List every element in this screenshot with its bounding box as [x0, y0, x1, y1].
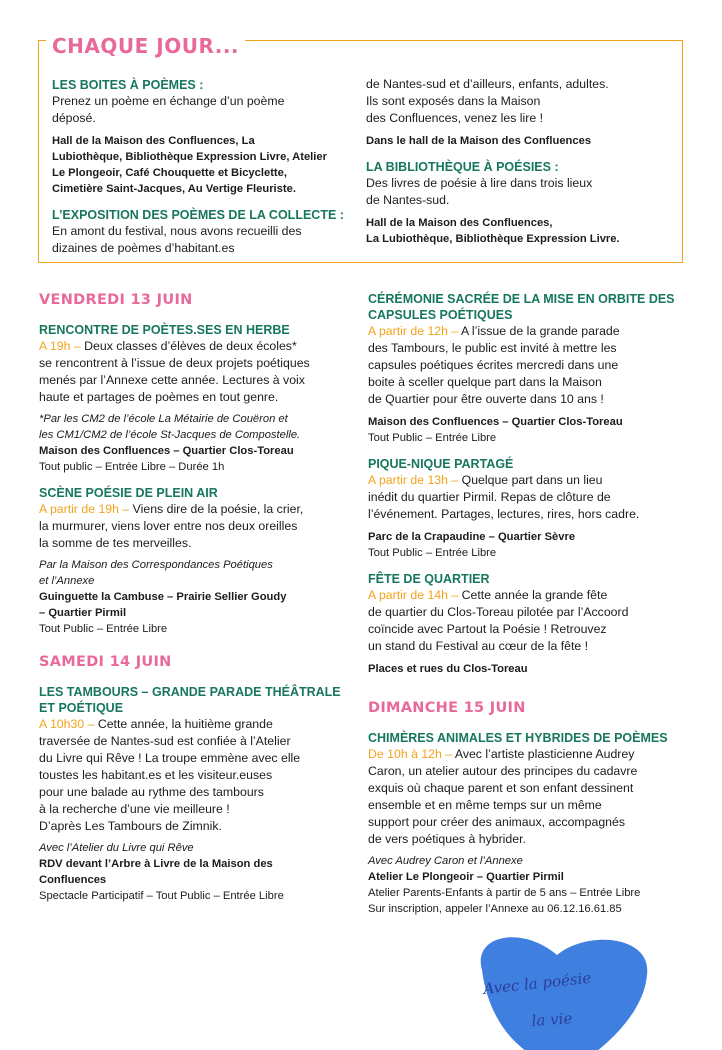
- rencontre-time: A 19h –: [39, 339, 85, 353]
- piquenique-text: Quelque part dans un lieu inédit du quartier Pirmil. Repas de clôture de l’événement. Partages, lectures, rires, hors cadre.: [368, 473, 640, 521]
- chimeres-body: [368, 746, 686, 848]
- heart-text-line1: Avec la poésie: [482, 968, 592, 998]
- tambours-note: Avec l’Atelier du Livre qui Rêve: [39, 842, 194, 854]
- dimanche-day: DIMANCHE 15 JUIN: [368, 700, 526, 716]
- bibliotheque-places: Hall de la Maison des Confluences, La Lubiothèque, Bibliothèque Expression Livre.: [366, 217, 620, 245]
- fete-body: [368, 587, 686, 655]
- tambours-info: Spectacle Participatif – Tout Public – Entrée Libre: [39, 890, 284, 902]
- chimeres-place: Atelier Le Plongeoir – Quartier Pirmil: [368, 871, 564, 883]
- daily-title: CHAQUE JOUR...: [46, 33, 245, 59]
- ceremonie-heading: CÉRÉMONIE SACRÉE DE LA MISE EN ORBITE DES CAPSULES POÉTIQUES: [368, 292, 675, 322]
- vendredi-day: VENDREDI 13 JUIN: [39, 292, 193, 308]
- ceremonie-body: [368, 323, 686, 408]
- daily-right-column: [366, 76, 676, 247]
- samedi-day: SAMEDI 14 JUIN: [39, 654, 172, 670]
- ceremonie-time: A partir de 12h –: [368, 324, 461, 338]
- rencontre-body: [39, 338, 357, 406]
- scene-text: Viens dire de la poésie, la crier, la murmurer, viens lover entre nos deux oreilles la somme de tes merveilles.: [39, 502, 304, 550]
- boites-text: Prenez un poème en échange d’un poème déposé.: [52, 94, 285, 125]
- scene-note: Par la Maison des Correspondances Poétiques et l’Annexe: [39, 559, 273, 587]
- right-program-column: [368, 291, 686, 917]
- chimeres-info: Atelier Parents-Enfants à partir de 5 ans – Entrée Libre Sur inscription, appeler l’Annexe au 06.12.16.61.85: [368, 887, 641, 915]
- chimeres-time: De 10h à 12h –: [368, 747, 455, 761]
- chimeres-heading: CHIMÈRES ANIMALES ET HYBRIDES DE POÈMES: [368, 731, 668, 745]
- exposition-text-cont: de Nantes-sud et d’ailleurs, enfants, adultes. Ils sont exposés dans la Maison des Confluences, venez les lire !: [366, 77, 609, 125]
- tambours-place: RDV devant l’Arbre à Livre de la Maison des Confluences: [39, 858, 273, 886]
- bibliotheque-text: Des livres de poésie à lire dans trois lieux de Nantes-sud.: [366, 176, 593, 207]
- fete-place: Places et rues du Clos-Toreau: [368, 663, 528, 675]
- boites-places: Hall de la Maison des Confluences, La Lubiothèque, Bibliothèque Expression Livre, Atelier Le Plongeoir, Café Chouquette et Bicyclette, Cimetière Saint-Jacques, Au Vertige Fleuriste.: [52, 135, 327, 195]
- tambours-heading: LES TAMBOURS – GRANDE PARADE THÉÂTRALE ET POÉTIQUE: [39, 685, 341, 715]
- daily-left-column: [52, 77, 357, 257]
- exposition-text: En amont du festival, nous avons recueilli des dizaines de poèmes d’habitant.es: [52, 224, 302, 255]
- scene-place: Guinguette la Cambuse – Prairie Sellier Goudy – Quartier Pirmil: [39, 591, 287, 619]
- scene-info: Tout Public – Entrée Libre: [39, 623, 168, 635]
- fete-text: Cette année la grande fête de quartier du Clos-Toreau pilotée par l’Accoord coïncide avec Partout la Poésie ! Retrouvez un stand du Festival au cœur de la fête !: [368, 588, 629, 653]
- tambours-time: A 10h30 –: [39, 717, 98, 731]
- scene-body: [39, 501, 357, 552]
- piquenique-heading: PIQUE-NIQUE PARTAGÉ: [368, 457, 514, 471]
- boites-heading: LES BOITES À POÈMES :: [52, 78, 204, 92]
- scene-heading: SCÈNE POÉSIE DE PLEIN AIR: [39, 486, 218, 500]
- scene-time: A partir de 19h –: [39, 502, 133, 516]
- tambours-body: [39, 716, 357, 835]
- rencontre-place: Maison des Confluences – Quartier Clos-Toreau: [39, 445, 294, 457]
- chimeres-text: Avec l’artiste plasticienne Audrey Caron, un atelier autour des principes du cadavre exquis où chaque parent et son enfant dessinent ensemble et en même temps sur un même support pour créer des animaux, accompagnés de vers poétiques à hybrider.: [368, 747, 638, 846]
- ceremonie-place: Maison des Confluences – Quartier Clos-Toreau: [368, 416, 623, 428]
- tambours-text: Cette année, la huitième grande traversée de Nantes-sud est confiée à l’Atelier du Livre qui Rêve ! La troupe emmène avec elle toustes les habitant.es et les visiteur.euses pour une balade au rythme des tambours à la recherche d’une vie meilleure ! D’après Les Tambours de Zimnik.: [39, 717, 301, 833]
- rencontre-note: *Par les CM2 de l’école La Métairie de Couëron et les CM1/CM2 de l’école St-Jacques de Compostelle.: [39, 413, 301, 441]
- rencontre-heading: RENCONTRE DE POÈTES.SES EN HERBE: [39, 323, 290, 337]
- exposition-heading: L’EXPOSITION DES POÈMES DE LA COLLECTE :: [52, 208, 344, 222]
- rencontre-text: Deux classes d’élèves de deux écoles* se rencontrent à l’issue de deux projets poétiques menés par l’Annexe cette année. Lectures à voix haute et partages de poèmes en tout genre.: [39, 339, 310, 404]
- piquenique-info: Tout Public – Entrée Libre: [368, 547, 497, 559]
- bibliotheque-heading: LA BIBLIOTHÈQUE À POÉSIES :: [366, 160, 559, 174]
- piquenique-time: A partir de 13h –: [368, 473, 462, 487]
- heart-text-line2: la vie: [531, 1009, 573, 1030]
- chimeres-note: Avec Audrey Caron et l’Annexe: [368, 855, 523, 867]
- ceremonie-text: A l’issue de la grande parade des Tambours, le public est invité à mettre les capsules poétiques écrites mercredi dans une boite à sceller quelque part dans la Maison de Quartier pour être ouverte dans 10 ans !: [368, 324, 620, 406]
- left-program-column: [39, 291, 357, 904]
- piquenique-place: Parc de la Crapaudine – Quartier Sèvre: [368, 531, 576, 543]
- fete-time: A partir de 14h –: [368, 588, 462, 602]
- piquenique-body: [368, 472, 686, 523]
- heart-drawing: [462, 930, 662, 1050]
- exposition-place: Dans le hall de la Maison des Confluences: [366, 135, 592, 147]
- fete-heading: FÊTE DE QUARTIER: [368, 572, 490, 586]
- ceremonie-info: Tout Public – Entrée Libre: [368, 432, 497, 444]
- rencontre-info: Tout public – Entrée Libre – Durée 1h: [39, 461, 225, 473]
